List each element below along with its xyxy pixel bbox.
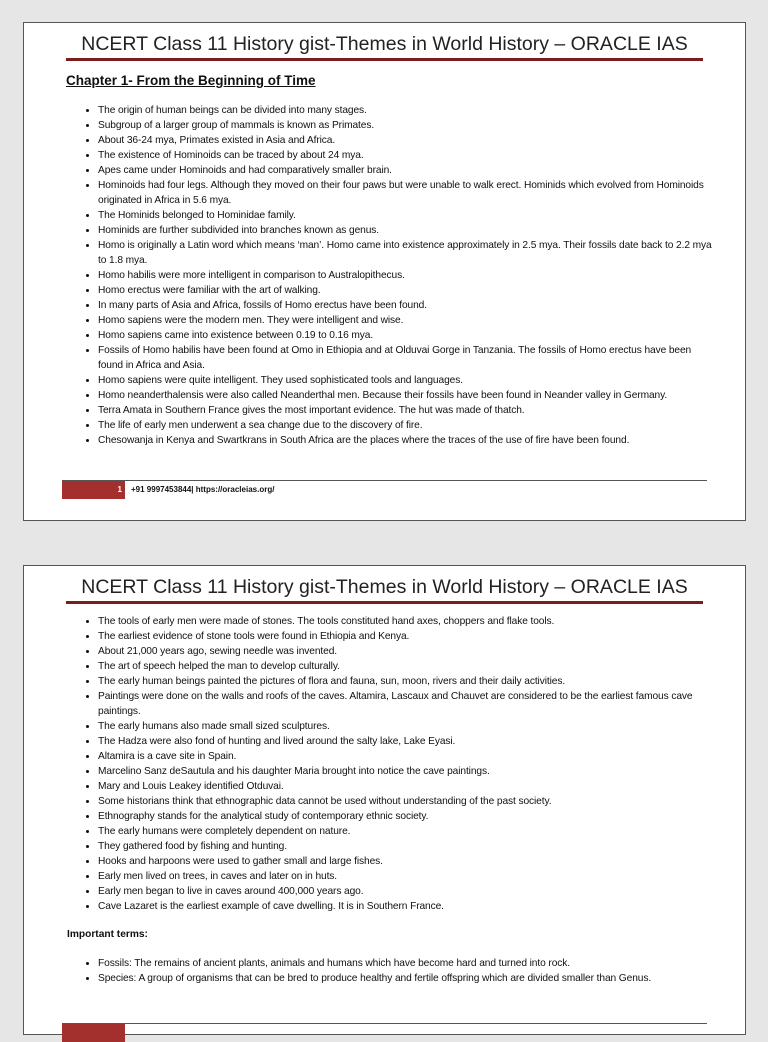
page-number: 1 (62, 481, 125, 499)
document-page-2 (23, 565, 746, 1035)
list-item: • The earliest evidence of stone tools were found in Ethiopia and Kenya. (98, 629, 713, 644)
important-terms-heading: Important terms: (67, 929, 148, 940)
list-item: • Chesowanja in Kenya and Swartkrans in South Africa are the places where the traces of the use of fire have been found. (98, 433, 713, 448)
header-divider (66, 58, 703, 61)
list-item: • Homo sapiens were quite intelligent. They used sophisticated tools and languages. (98, 373, 713, 388)
list-item: • The early human beings painted the pictures of flora and fauna, sun, moon, rivers and their daily activities. (98, 674, 713, 689)
list-item: • The tools of early men were made of stones. The tools constituted hand axes, choppers and flake tools. (98, 614, 713, 629)
list-item: • Early men lived on trees, in caves and later on in huts. (98, 869, 713, 884)
list-item: • Hominids are further subdivided into branches known as genus. (98, 223, 713, 238)
list-item: • Cave Lazaret is the earliest example of cave dwelling. It is in Southern France. (98, 899, 713, 914)
list-item: • Homo neanderthalensis were also called Neanderthal men. Because their fossils have been found in Neander valley in Germany. (98, 388, 713, 403)
page-header-title: NCERT Class 11 History gist-Themes in World History – ORACLE IAS (81, 33, 688, 55)
header-divider (66, 601, 703, 604)
list-item: • Fossils: The remains of ancient plants, animals and humans which have become hard and turned into rock. (98, 956, 713, 971)
list-item: • The early humans were completely dependent on nature. (98, 824, 713, 839)
list-item: • Terra Amata in Southern France gives the most important evidence. The hut was made of thatch. (98, 403, 713, 418)
list-item: • In many parts of Asia and Africa, fossils of Homo erectus have been found. (98, 298, 713, 313)
list-item: • Hooks and harpoons were used to gather small and large fishes. (98, 854, 713, 869)
list-item: • They gathered food by fishing and hunting. (98, 839, 713, 854)
terms-list (78, 956, 713, 986)
list-item: • Homo sapiens were the modern men. They were intelligent and wise. (98, 313, 713, 328)
list-item: • The existence of Hominoids can be traced by about 24 mya. (98, 148, 713, 163)
list-item: • Marcelino Sanz deSautula and his daughter Maria brought into notice the cave paintings. (98, 764, 713, 779)
page-header-title: NCERT Class 11 History gist-Themes in World History – ORACLE IAS (81, 576, 688, 598)
list-item: • The origin of human beings can be divided into many stages. (98, 103, 713, 118)
list-item: • Altamira is a cave site in Spain. (98, 749, 713, 764)
bullet-list (78, 614, 713, 914)
document-page-1 (23, 22, 746, 521)
chapter-heading: Chapter 1- From the Beginning of Time (66, 73, 316, 88)
list-item: • The early humans also made small sized sculptures. (98, 719, 713, 734)
list-item: • Species: A group of organisms that can be bred to produce healthy and fertile offspring which are divided smaller than Genus. (98, 971, 713, 986)
list-item: • The art of speech helped the man to develop culturally. (98, 659, 713, 674)
list-item: • About 21,000 years ago, sewing needle was invented. (98, 644, 713, 659)
list-item: • Ethnography stands for the analytical study of contemporary ethnic society. (98, 809, 713, 824)
list-item: • Some historians think that ethnographic data cannot be used without understanding of the past society. (98, 794, 713, 809)
footer-contact: +91 9997453844| https://oracleias.org/ (131, 485, 275, 494)
list-item: • Paintings were done on the walls and roofs of the caves. Altamira, Lascaux and Chauvet are considered to be the earliest famous cave paintings. (98, 689, 713, 719)
footer-divider (62, 480, 707, 481)
list-item: • About 36-24 mya, Primates existed in Asia and Africa. (98, 133, 713, 148)
list-item: • Apes came under Hominoids and had comparatively smaller brain. (98, 163, 713, 178)
list-item: • Homo sapiens came into existence between 0.19 to 0.16 mya. (98, 328, 713, 343)
list-item: • Homo habilis were more intelligent in comparison to Australopithecus. (98, 268, 713, 283)
list-item: • Homo erectus were familiar with the art of walking. (98, 283, 713, 298)
list-item: • The Hadza were also fond of hunting and lived around the salty lake, Lake Eyasi. (98, 734, 713, 749)
list-item: • Fossils of Homo habilis have been found at Omo in Ethiopia and at Olduvai Gorge in Tanzania. The fossils of Homo erectus have been found in Africa and Asia. (98, 343, 713, 373)
list-item: • Subgroup of a larger group of mammals is known as Primates. (98, 118, 713, 133)
list-item: • Hominoids had four legs. Although they moved on their four paws but were unable to walk erect. Hominids which evolved from Hominoids originated in Africa in 5.6 mya. (98, 178, 713, 208)
bullet-list (78, 103, 713, 448)
list-item: • The Hominids belonged to Hominidae family. (98, 208, 713, 223)
page-number-box (62, 1024, 125, 1042)
list-item: • Early men began to live in caves around 400,000 years ago. (98, 884, 713, 899)
list-item: • The life of early men underwent a sea change due to the discovery of fire. (98, 418, 713, 433)
list-item: • Mary and Louis Leakey identified Otduvai. (98, 779, 713, 794)
list-item: • Homo is originally a Latin word which means ‘man’. Homo came into existence approximately in 2.5 mya. Their fossils date back to 2.2 mya to 1.8 mya. (98, 238, 713, 268)
